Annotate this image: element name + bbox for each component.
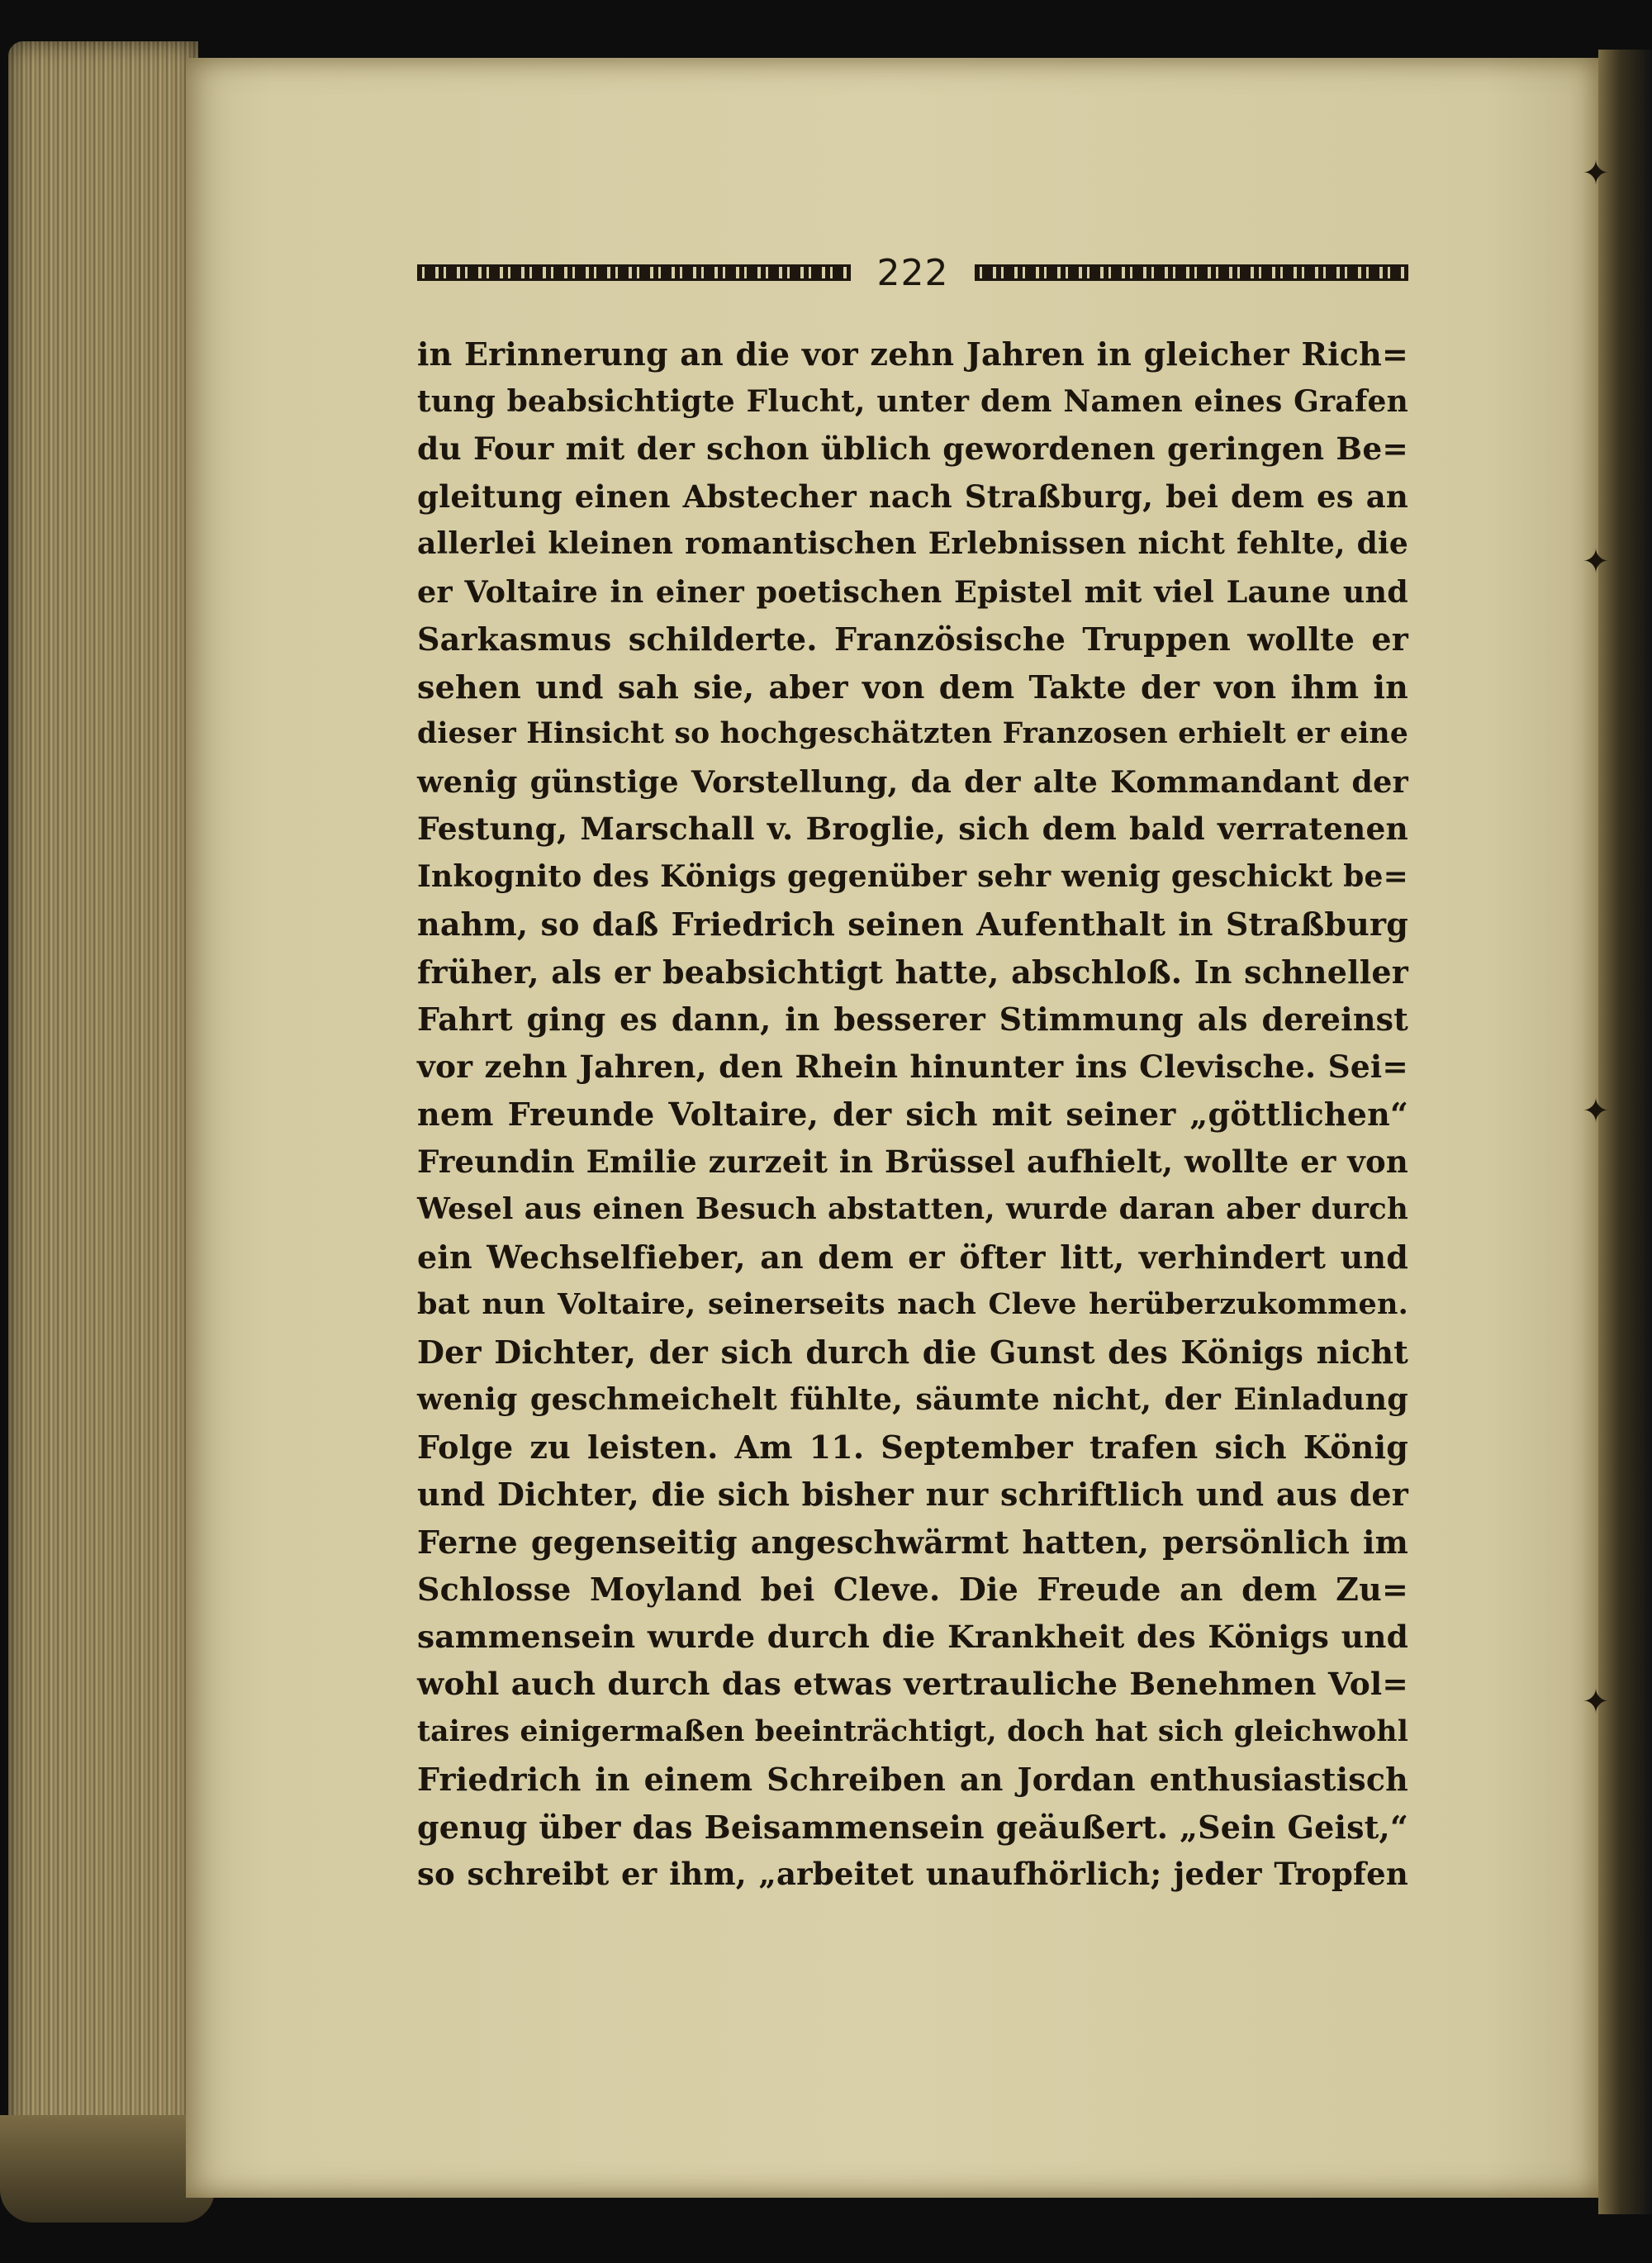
book-binding [1598,50,1652,2214]
text-line: Inkognito des Königs gegenüber sehr wenig geschickt be= [417,858,1408,894]
page-stack-edge [8,41,198,2206]
text-line: du Four mit der schon üblich gewordenen geringen Be= [417,430,1408,467]
text-line: ein Wechselfieber, an dem er öfter litt, verhindert und [417,1238,1408,1276]
text-line: so schreibt er ihm, „arbeitet unaufhörlich; jeder Tropfen [417,1856,1408,1892]
page-number: 222 [876,251,949,294]
ornament-band-icon [975,264,1408,281]
text-line: nem Freunde Voltaire, der sich mit seiner „göttlichen“ [417,1096,1408,1133]
body-text [417,330,1408,1899]
text-line: genug über das Beisammensein geäußert. „Sein Geist,“ [417,1808,1408,1846]
binding-thread-icon: ✦ [1582,155,1610,193]
text-line: und Dichter, die sich bisher nur schriftlich und aus der [417,1476,1408,1513]
text-line: tung beabsichtigte Flucht, unter dem Namen eines Grafen [417,383,1408,419]
ornament-band-icon [417,264,851,281]
text-line: bat nun Voltaire, seinerseits nach Cleve herüberzukommen. [417,1287,1408,1321]
text-line: wenig günstige Vorstellung, da der alte Kommandant der [417,763,1408,800]
text-line: Der Dichter, der sich durch die Gunst des Königs nicht [417,1333,1408,1371]
text-line: taires einigermaßen beeinträchtigt, doch hat sich gleichwohl [417,1714,1408,1748]
text-line: er Voltaire in einer poetischen Epistel mit viel Laune und [417,573,1408,610]
text-line: in Erinnerung an die vor zehn Jahren in gleicher Rich= [417,335,1408,373]
text-line: Schlosse Moyland bei Cleve. Die Freude an dem Zu= [417,1571,1408,1608]
text-line: Wesel aus einen Besuch abstatten, wurde daran aber durch [417,1192,1408,1226]
text-line: allerlei kleinen romantischen Erlebnissen nicht fehlte, die [417,526,1408,561]
text-line: Friedrich in einem Schreiben an Jordan enthusiastisch [417,1761,1408,1798]
text-line: Sarkasmus schilderte. Französische Truppen wollte er [417,620,1408,658]
text-line: früher, als er beabsichtigt hatte, abschloß. In schneller [417,953,1408,991]
text-line: sammensein wurde durch die Krankheit des Königs und [417,1618,1408,1655]
page-stack-bottom [0,2115,215,2223]
text-line: Fahrt ging es dann, in besserer Stimmung als dereinst [417,1001,1408,1038]
page-header [417,248,1408,297]
binding-thread-icon: ✦ [1582,543,1610,581]
text-line: wenig geschmeichelt fühlte, säumte nicht, der Einladung [417,1381,1408,1417]
text-line: vor zehn Jahren, den Rhein hinunter ins Clevische. Sei= [417,1048,1408,1085]
text-line: sehen und sah sie, aber von dem Takte der von ihm in [417,668,1408,706]
text-line: Festung, Marschall v. Broglie, sich dem bald verratenen [417,811,1408,847]
text-line: wohl auch durch das etwas vertrauliche Benehmen Vol= [417,1666,1408,1702]
text-line: nahm, so daß Friedrich seinen Aufenthalt in Straßburg [417,906,1408,943]
binding-thread-icon: ✦ [1582,1683,1610,1721]
binding-thread-icon: ✦ [1582,1092,1610,1130]
text-line: Ferne gegenseitig angeschwärmt hatten, persönlich im [417,1523,1408,1561]
text-line: Freundin Emilie zurzeit in Brüssel aufhielt, wollte er von [417,1143,1408,1180]
text-line: dieser Hinsicht so hochgeschätzten Franzosen erhielt er eine [417,717,1408,750]
text-line: Folge zu leisten. Am 11. September trafen sich König [417,1428,1408,1466]
text-line: gleitung einen Abstecher nach Straßburg, bei dem es an [417,478,1408,515]
